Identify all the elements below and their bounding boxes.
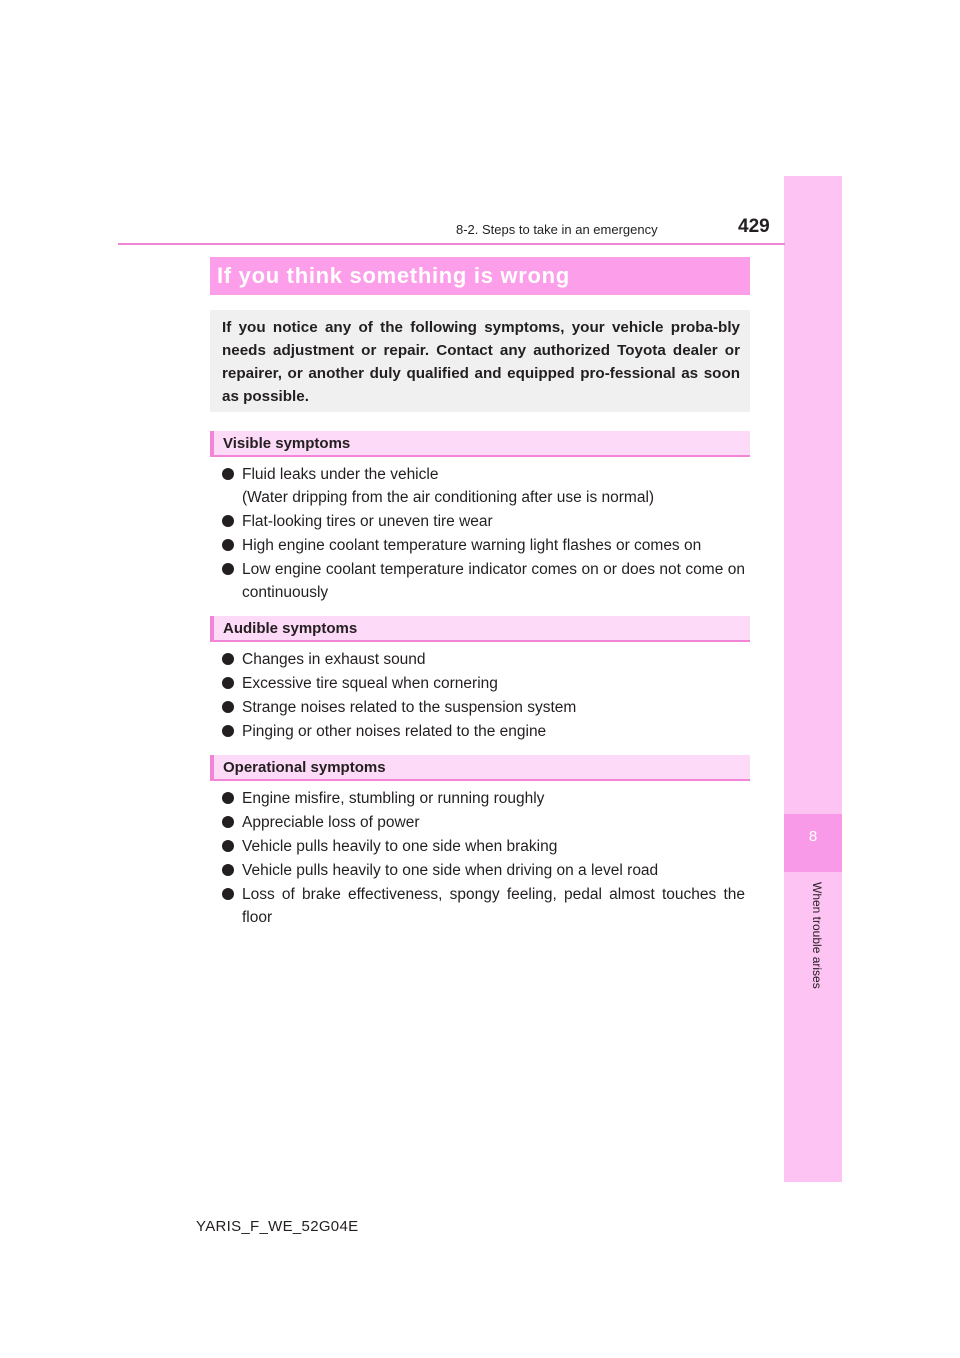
bullet-icon <box>222 864 234 876</box>
list-item: Vehicle pulls heavily to one side when driving on a level road <box>222 859 745 882</box>
bullet-icon <box>222 725 234 737</box>
subheading-visible-symptoms <box>210 431 750 457</box>
page-title: If you think something is wrong <box>217 263 570 288</box>
bullet-icon <box>222 792 234 804</box>
document-code: YARIS_F_WE_52G04E <box>196 1218 359 1235</box>
list-item: Engine misfire, stumbling or running roughly <box>222 787 745 810</box>
audible-symptoms-list <box>222 648 745 744</box>
page-title-bar <box>210 257 750 295</box>
subheading-label: Visible symptoms <box>223 434 351 452</box>
chapter-title: When trouble arises <box>810 882 824 989</box>
header-divider <box>118 243 785 245</box>
list-item: Pinging or other noises related to the engine <box>222 720 745 743</box>
bullet-icon <box>222 515 234 527</box>
bullet-icon <box>222 653 234 665</box>
list-item: Low engine coolant temperature indicator comes on or does not come on continuously <box>222 558 745 604</box>
bullet-icon <box>222 840 234 852</box>
visible-symptoms-list <box>222 463 745 605</box>
side-tab <box>784 176 842 1182</box>
list-item: Strange noises related to the suspension system <box>222 696 745 719</box>
operational-symptoms-list <box>222 787 745 930</box>
bullet-icon <box>222 701 234 713</box>
bullet-icon <box>222 563 234 575</box>
list-item: Flat-looking tires or uneven tire wear <box>222 510 745 533</box>
section-header: 8-2. Steps to take in an emergency <box>456 222 658 237</box>
list-item: Changes in exhaust sound <box>222 648 745 671</box>
subheading-label: Audible symptoms <box>223 619 358 637</box>
list-item: Appreciable loss of power <box>222 811 745 834</box>
subheading-operational-symptoms <box>210 755 750 781</box>
list-item-note: (Water dripping from the air conditioning after use is normal) <box>242 489 655 506</box>
bullet-icon <box>222 816 234 828</box>
chapter-number: 8 <box>808 828 818 845</box>
bullet-icon <box>222 468 234 480</box>
page-number: 429 <box>738 216 770 237</box>
bullet-icon <box>222 539 234 551</box>
list-item: Vehicle pulls heavily to one side when braking <box>222 835 745 858</box>
list-item: Fluid leaks under the vehicle (Water dripping from the air conditioning after use is normal) <box>222 463 745 509</box>
list-item: Excessive tire squeal when cornering <box>222 672 745 695</box>
subheading-label: Operational symptoms <box>223 758 386 776</box>
subheading-audible-symptoms <box>210 616 750 642</box>
bullet-icon <box>222 888 234 900</box>
bullet-icon <box>222 677 234 689</box>
intro-box: If you notice any of the following symptoms, your vehicle proba-bly needs adjustment or repair. Contact any authorized Toyota dealer or repairer, or another duly qualified and equipped pro-fessional as soon as possible. <box>210 310 750 412</box>
list-item: Loss of brake effectiveness, spongy feeling, pedal almost touches the floor <box>222 883 745 929</box>
list-item: High engine coolant temperature warning light flashes or comes on <box>222 534 745 557</box>
